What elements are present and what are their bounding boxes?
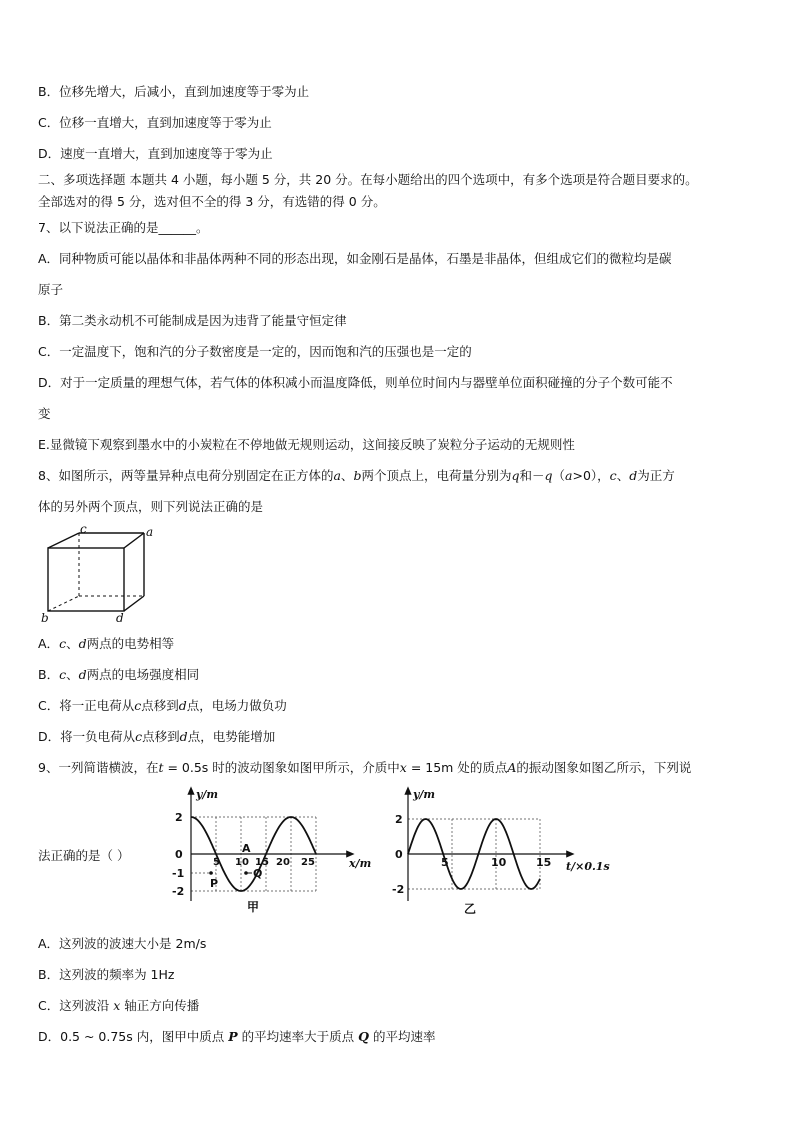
q8-sep: 、 (616, 468, 630, 483)
cube-edge (48, 533, 79, 548)
q9-option-a: A．这列波的波速大小是 2m/s (38, 936, 207, 951)
q8-var-b: b (353, 468, 362, 483)
var-d: d (179, 729, 188, 744)
q9-option-d (38, 1029, 435, 1045)
option-text: C．将一正电荷从 (38, 698, 135, 713)
x-tick-label: 15 (255, 857, 269, 868)
option-text: 轴正方向传播 (120, 998, 200, 1013)
option-text: D．0.5 ~ 0.75s 内，图甲中质点 (38, 1029, 229, 1044)
q7-option-d-line1: D．对于一定质量的理想气体，若气体的体积减小而温度降低，则单位时间内与器壁单位面积碰撞的分子个数可能不 (38, 375, 673, 390)
vibration-graph-yi (391, 786, 621, 916)
point-A-label: A (242, 842, 251, 855)
x-tick-label: 5 (213, 857, 220, 868)
q9-stem-text: = 15m 处的质点 (406, 760, 508, 775)
q8-stem-text: 两个顶点上，电荷量分别为 (361, 468, 512, 483)
var-d: d (78, 667, 87, 682)
var-Q: Q (358, 1029, 369, 1044)
x-axis-label: t/×0.1s (566, 860, 610, 873)
q8-option-a (38, 636, 174, 652)
y-tick-label: -2 (392, 883, 405, 896)
option-text: 点移到 (142, 729, 180, 744)
cube-edge (124, 596, 144, 611)
q8-stem-text: 8、如图所示，两等量异种点电荷分别固定在正方体的 (38, 468, 334, 483)
section-header-line2: 全部选对的得 5 分，选对但不全的得 3 分，有选错的得 0 分。 (38, 194, 386, 209)
wave-graph-jia (166, 786, 376, 916)
cube-figure (36, 524, 156, 626)
y-tick-label: 2 (395, 813, 403, 826)
q8-option-c (38, 698, 287, 714)
q8-stem-line1 (38, 468, 675, 484)
y-tick-label: -2 (172, 885, 185, 898)
q7-option-c: C．一定温度下，饱和汽的分子数密度是一定的，因而饱和汽的压强也是一定的 (38, 344, 472, 359)
q7-option-e: E.显微镜下观察到墨水中的小炭粒在不停地做无规则运动，这间接反映了炭粒分子运动的无规则性 (38, 437, 575, 452)
option-text: A． (38, 636, 60, 651)
x-tick-label: 5 (441, 856, 449, 869)
q8-sep: 、 (340, 468, 354, 483)
point-P-marker (209, 871, 213, 875)
x-tick-label: 20 (276, 857, 290, 868)
q8-var-c: c (609, 468, 617, 483)
q8-option-d (38, 729, 275, 745)
q8-stem-line2: 体的另外两个顶点，则下列说法正确的是 (38, 499, 264, 514)
q8-var-a: a (333, 468, 341, 483)
y-axis-label: y/m (196, 788, 219, 801)
q8-var-a: a (565, 468, 573, 483)
q8-var-q: q (544, 468, 553, 483)
var-c: c (135, 729, 143, 744)
x-axis-label: x/m (349, 857, 372, 870)
q7-option-d-line2: 变 (38, 406, 51, 421)
cube-label-b: b (41, 611, 49, 625)
q8-stem-text: 为正方 (637, 468, 675, 483)
point-Q-label: Q (253, 867, 263, 880)
q7-option-a-line1: A．同种物质可能以晶体和非晶体两种不同的形态出现，如金刚石是晶体，石墨是非晶体，但组成它们的微粒均是碳 (38, 251, 672, 266)
q9-stem-text: = 0.5s 时的波动图象如图甲所示，介质中 (163, 760, 400, 775)
q9-var-x: x (399, 760, 407, 775)
x-tick-label: 10 (235, 857, 249, 868)
x-tick-label: 25 (301, 857, 315, 868)
option-text: D．将一负电荷从 (38, 729, 136, 744)
option-text: 点，电势能增加 (187, 729, 276, 744)
q8-var-q: q (511, 468, 520, 483)
var-c: c (59, 636, 67, 651)
option-text: 点，电场力做负功 (186, 698, 287, 713)
option-text: C．这列波沿 (38, 998, 114, 1013)
option-text: 、 (66, 667, 79, 682)
point-P-label: P (210, 877, 219, 890)
graph-caption: 甲 (247, 900, 260, 914)
q6-option-d: D．速度一直增大，直到加速度等于零为止 (38, 146, 273, 161)
q6-option-b: B．位移先增大，后减小，直到加速度等于零为止 (38, 84, 310, 99)
q9-stem-line2: 法正确的是（ ） (38, 848, 130, 863)
q8-stem-text: （ (552, 468, 566, 483)
var-x: x (113, 998, 121, 1013)
option-text: 两点的电场强度相同 (86, 667, 200, 682)
option-text: 点移到 (141, 698, 179, 713)
q7-option-a-line2: 原子 (38, 282, 64, 297)
cube-edge (124, 533, 144, 548)
option-text: 的平均速率 (368, 1029, 436, 1044)
option-text: 的平均速率大于质点 (237, 1029, 359, 1044)
q9-option-c (38, 998, 199, 1014)
q8-var-d: d (629, 468, 638, 483)
var-d: d (78, 636, 87, 651)
section-header-line1: 二、多项选择题 本题共 4 小题，每小题 5 分，共 20 分。在每小题给出的四个选项中，有多个选项是符合题目要求的。 (38, 172, 698, 187)
x-tick-label: 15 (536, 856, 552, 869)
option-text: B． (38, 667, 60, 682)
option-text: 、 (66, 636, 79, 651)
option-text: 两点的电势相等 (86, 636, 175, 651)
q7-stem: 7、以下说法正确的是______。 (38, 220, 209, 235)
cube-label-c: c (80, 522, 87, 536)
cube-label-a: a (146, 525, 154, 539)
q8-option-b (38, 667, 199, 683)
q9-var-t: t (158, 760, 164, 775)
q9-stem-line1 (38, 760, 691, 776)
var-c: c (134, 698, 142, 713)
q8-stem-text: 和－ (519, 468, 545, 483)
cube-front-face (48, 548, 124, 611)
y-tick-label: 2 (175, 811, 183, 824)
cube-hidden-edge (48, 596, 79, 611)
q9-option-b: B．这列波的频率为 1Hz (38, 967, 175, 982)
y-tick-label: 0 (175, 848, 183, 861)
x-tick-label: 10 (491, 856, 507, 869)
q6-option-c: C．位移一直增大，直到加速度等于零为止 (38, 115, 272, 130)
q9-var-A: A (507, 760, 517, 775)
y-tick-label: 0 (395, 848, 403, 861)
q8-stem-text: >0）， (572, 468, 610, 483)
cube-label-d: d (116, 611, 124, 625)
q9-stem-text: 9、一列简谐横波，在 (38, 760, 159, 775)
var-c: c (59, 667, 67, 682)
var-d: d (178, 698, 187, 713)
var-P: P (228, 1029, 238, 1044)
y-tick-label: -1 (172, 867, 185, 880)
q7-option-b: B．第二类永动机不可能制成是因为违背了能量守恒定律 (38, 313, 347, 328)
y-axis-label: y/m (413, 788, 436, 801)
q9-stem-text: 的振动图象如图乙所示，下列说 (516, 760, 692, 775)
graph-caption: 乙 (464, 902, 477, 916)
